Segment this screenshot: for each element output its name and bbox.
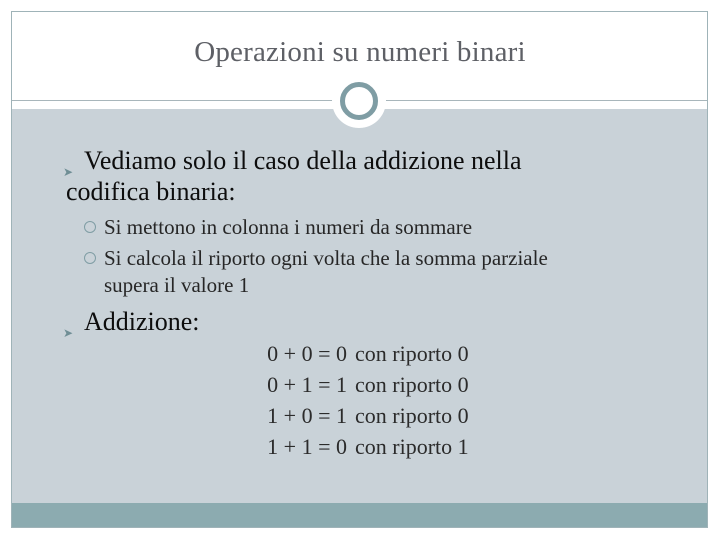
sub-bullet-item	[88, 214, 472, 241]
sub-bullet-text-cont: supera il valore 1	[104, 273, 250, 297]
operation-carry: con riporto 0	[355, 372, 469, 397]
sub-bullet-text: Si calcola il riporto ogni volta che la somma parziale	[104, 246, 548, 270]
bullet-line-2: codifica binaria:	[66, 177, 236, 206]
sub-bullet-item	[88, 245, 548, 299]
footer-band	[12, 503, 707, 527]
operation-carry: con riporto 0	[355, 341, 469, 366]
operation-equation: 0 + 0 = 0	[267, 341, 347, 366]
operation-carry: con riporto 1	[355, 434, 469, 459]
bullet-addition-heading	[63, 306, 200, 340]
bullet-arrow-icon: ➤	[63, 326, 74, 340]
operation-equation: 0 + 1 = 1	[267, 372, 347, 397]
sub-bullet-text: Si mettono in colonna i numeri da sommare	[104, 215, 473, 239]
operation-carry: con riporto 0	[355, 403, 469, 428]
circle-bullet-icon	[84, 221, 96, 233]
circle-bullet-icon	[84, 252, 96, 264]
bullet-heading-text: Addizione:	[84, 307, 200, 336]
bullet-line-1: Vediamo solo il caso della addizione nella	[84, 146, 522, 175]
slide-title: Operazioni su numeri binari	[194, 36, 526, 68]
operation-equation: 1 + 1 = 0	[267, 434, 347, 459]
ring-ornament-icon	[340, 82, 378, 120]
bullet-addition-intro	[63, 145, 666, 207]
bullet-arrow-icon: ➤	[63, 165, 74, 179]
operation-equation: 1 + 0 = 1	[267, 403, 347, 428]
